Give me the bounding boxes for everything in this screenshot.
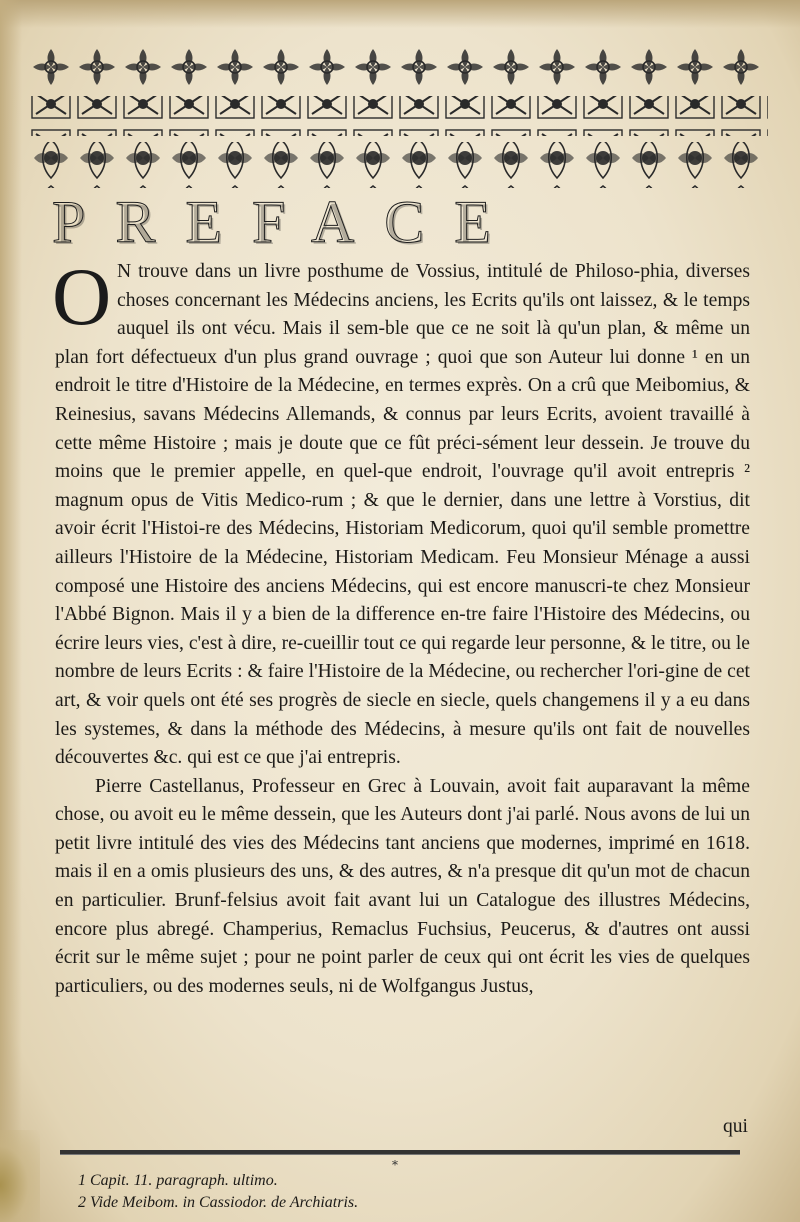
paper-damage	[0, 1130, 40, 1222]
body-text	[55, 258, 750, 1001]
drop-cap: O	[52, 251, 112, 342]
paragraph	[55, 258, 750, 773]
floral-ornament-band	[28, 44, 768, 194]
page-edge-stain	[0, 0, 800, 28]
page-margin-stain	[0, 0, 22, 1222]
page-title: PREFACE	[52, 189, 521, 255]
paragraph-text: N trouve dans un livre posthume de Vossius, intitulé de Philoso-phia, diverses choses concernant les Médecins anciens, les Ecrits qu'ils ont laissez, & le temps auquel ils ont vécu. Mais il sem-ble que ce ne soit là qu'un plan, & même un plan fort défectueux d'un plus grand ouvrage ; quoi que son Auteur lui donne ¹ en un endroit le titre d'Histoire de la Médecine, en termes exprès. On a crû que Meibomius, & Reinesius, savans Médecins Allemands, & connus par leurs Ecrits, avoient travaillé à cette même Histoire ; mais je doute que ce fût préci-sément leur dessein. Je trouve du moins que le premier appelle, en quel-que endroit, l'ouvrage qu'il avoit entrepris ² magnum opus de Vitis Medico-rum ; & que le dernier, dans une lettre à Vorstius, dit avoir écrit l'Histoi-re des Médecins, Historiam Medicorum, quoi qu'il semble promettre ailleurs l'Histoire de la Médecine, Historiam Medicam. Feu Monsieur Ménage a aussi composé une Histoire des anciens Médecins, qui est encore manuscri-te chez Monsieur l'Abbé Bignon. Mais il y a bien de la difference en-tre faire l'Histoire des Médecins, ou écrire leurs vies, c'est à dire, re-cueillir tout ce qui regarde leur personne, & le titre, ou le nombre de leurs Ecrits : & faire l'Histoire de la Médecine, ou rechercher l'ori-gine de cet art, & voir quels ont été ses progrès de siecle en siecle, quels changemens il y a eu dans les systemes, & dans la méthode des Médecins, à mesure qu'ils ont fait de nouvelles découvertes &c. qui est ce que j'ai entrepris.	[55, 261, 750, 769]
footnotes	[78, 1170, 738, 1214]
footnote-2: 2 Vide Meibom. in Cassiodor. de Archiatris.	[78, 1194, 359, 1211]
catchword: qui	[722, 1116, 748, 1137]
drop-cap-space	[55, 258, 117, 340]
footnote-1: 1 Capit. 11. paragraph. ultimo.	[78, 1172, 278, 1189]
paragraph: Pierre Castellanus, Professeur en Grec à Louvain, avoit fait auparavant la même chose, ou avoit eu le même dessein, que les Auteurs dont j'ai parlé. Nous avons de lui un petit livre intitulé des vies des Médecins tant anciens que modernes, imprimé en 1618. mais il en a omis plusieurs des uns, & des autres, & n'a presque dit qu'un mot de chacun en particulier. Brunf-felsius avoit fait avant lui un Catalogue des illustres Médecins, encore plus abregé. Champerius, Remaclus Fuchsius, Peucerus, & d'autres ont aussi écrit sur le même sujet ; pour ne point parler de ceux qui ont écrit les vies de quelques particuliers, ou des modernes seuls, ni de Wolfgangus Justus,	[55, 775, 750, 997]
footnote-marker: *	[392, 1158, 398, 1172]
footnote-rule	[60, 1150, 740, 1155]
